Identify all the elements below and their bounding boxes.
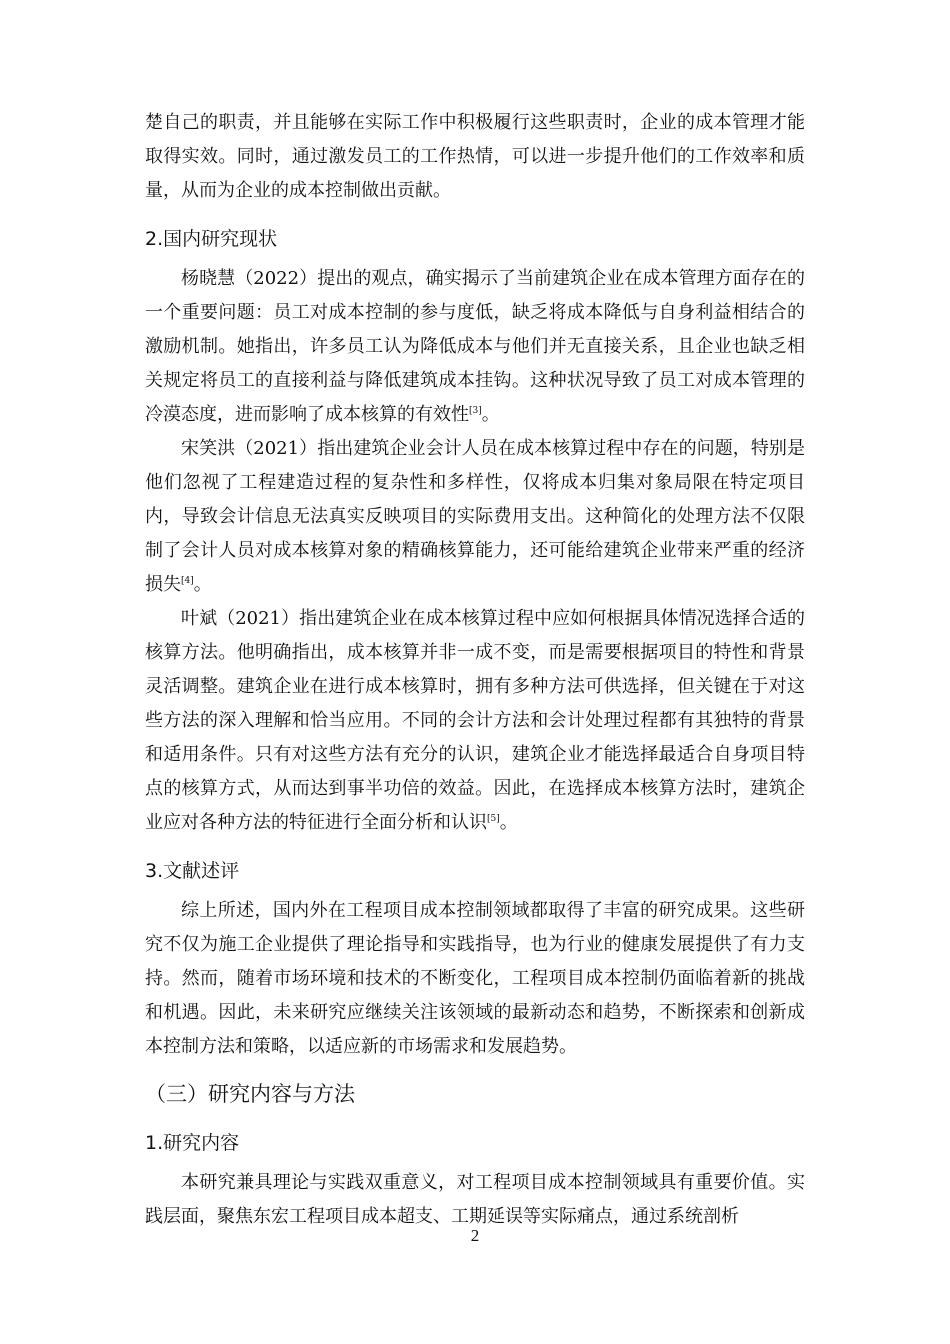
citation-3[interactable]: [3] [469, 406, 482, 416]
heading-research-content: 1.研究内容 [145, 1132, 240, 1154]
paragraph-research-content: 本研究兼具理论与实践双重意义，对工程项目成本控制领域具有重要价值。实践层面，聚焦东宏工程项目成本超支、工期延误等实际痛点，通过系统剖析 [145, 1172, 805, 1227]
citation-5[interactable]: [5] [487, 814, 500, 824]
heading-research-content-methods: （三）研究内容与方法 [145, 1082, 355, 1106]
page-number: 2 [470, 1226, 480, 1245]
citation-4[interactable]: [4] [181, 576, 194, 586]
paragraph-review: 综上所述，国内外在工程项目成本控制领域都取得了丰富的研究成果。这些研究不仅为施工企业提供了理论指导和实践指导，也为行业的健康发展提供了有力支持。然而，随着市场环境和技术的不断变化，工程项目成本控制仍面临着新的挑战和机遇。因此，未来研究应继续关注该领域的最新动态和趋势，不断探索和创新成本控制方法和策略，以适应新的市场需求和发展趋势。 [145, 900, 805, 1057]
paragraph-yang: 杨晓慧（2022）提出的观点，确实揭示了当前建筑企业在成本管理方面存在的一个重要问题：员工对成本控制的参与度低，缺乏将成本降低与自身利益相结合的激励机制。她指出，许多员工认为降低成本与他们并无直接关系，且企业也缺乏相关规定将员工的直接利益与降低建筑成本挂钩。这种状况导致了员工对成本管理的冷漠态度，进而影响了成本核算的有效性[3]。 [145, 268, 805, 425]
paragraph-ye: 叶斌（2021）指出建筑企业在成本核算过程中应如何根据具体情况选择合适的核算方法。他明确指出，成本核算并非一成不变，而是需要根据项目的特性和背景灵活调整。建筑企业在进行成本核算时，拥有多种方法可供选择，但关键在于对这些方法的深入理解和恰当应用。不同的会计方法和会计处理过程都有其独特的背景和适用条件。只有对这些方法有充分的认识，建筑企业才能选择最适合自身项目特点的核算方式，从而达到事半功倍的效益。因此，在选择成本核算方法时，建筑企业应对各种方法的特征进行全面分析和认识[5]。 [145, 608, 805, 833]
document-body [145, 106, 805, 1234]
paragraph-song: 宋笑洪（2021）指出建筑企业会计人员在成本核算过程中存在的问题，特别是他们忽视了工程建造过程的复杂性和多样性，仅将成本归集对象局限在特定项目内，导致会计信息无法真实反映项目的实际费用支出。这种简化的处理方法不仅限制了会计人员对成本核算对象的精确核算能力，还可能给建筑企业带来严重的经济损失[4]。 [145, 438, 805, 595]
heading-literature-review: 3.文献述评 [145, 860, 240, 882]
intro-paragraph: 楚自己的职责，并且能够在实际工作中积极履行这些职责时，企业的成本管理才能取得实效。同时，通过激发员工的工作热情，可以进一步提升他们的工作效率和质量，从而为企业的成本控制做出贡献。 [145, 112, 805, 201]
heading-domestic-research: 2.国内研究现状 [145, 228, 278, 250]
